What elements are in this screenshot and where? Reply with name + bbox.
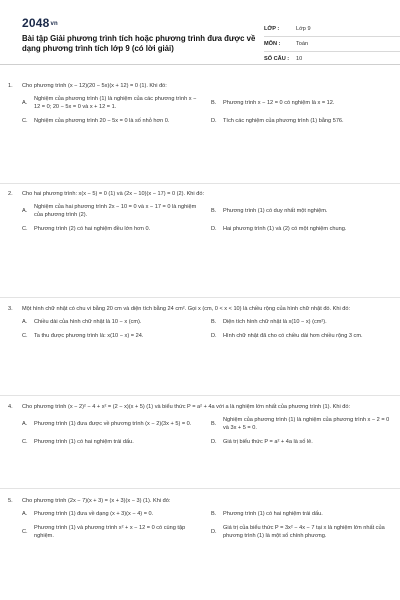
option-text: Hai phương trình (1) và (2) có một nghiệm chung.: [223, 226, 347, 232]
option-letter: C.: [22, 439, 28, 445]
option-text: Phương trình (1) có hai nghiệm trái dấu.: [223, 511, 323, 517]
question-divider: [0, 297, 400, 298]
option-c[interactable]: [22, 524, 203, 540]
option-d[interactable]: [211, 225, 392, 233]
question-5: [8, 497, 392, 540]
meta-value: Toán: [296, 41, 309, 47]
option-c[interactable]: [22, 225, 203, 233]
meta-label: SỐ CÂU :: [264, 56, 290, 62]
option-letter: C.: [22, 226, 28, 232]
meta-row-subject: [264, 37, 400, 52]
option-letter: B.: [211, 421, 217, 427]
question-divider: [0, 488, 400, 489]
question-number: 4.: [8, 404, 13, 410]
option-letter: B.: [211, 511, 217, 517]
option-text: Phương trình x − 12 = 0 có nghiệm là x = 12.: [223, 100, 335, 106]
page-header: [14, 12, 386, 72]
option-letter: B.: [211, 208, 217, 214]
question-4: [8, 403, 392, 446]
site-logo[interactable]: [22, 16, 58, 30]
option-letter: D.: [211, 226, 217, 232]
option-d[interactable]: [211, 332, 392, 340]
meta-box: [264, 22, 400, 66]
question-text: Một hình chữ nhật có chu vi bằng 20 cm và diện tích bằng 24 cm². Gọi x (cm, 0 < x < 10) là chiều rộng của hình chữ nhật đó. Khi đó:: [22, 306, 351, 312]
option-letter: D.: [211, 118, 217, 124]
question-divider: [0, 183, 400, 184]
option-letter: D.: [211, 333, 217, 339]
question-number: 5.: [8, 498, 13, 504]
option-letter: B.: [211, 319, 217, 325]
option-letter: A.: [22, 100, 28, 106]
option-a[interactable]: [22, 203, 203, 219]
page-title: Bài tập Giải phương trình tích hoặc phương trình đưa được về dạng phương trình tích lớp 9 (có lời giải): [22, 34, 256, 53]
option-d[interactable]: [211, 117, 392, 125]
option-text: Phương trình (2) có hai nghiệm đều lớn hơn 0.: [34, 226, 151, 232]
question-number: 3.: [8, 306, 13, 312]
option-text: Phương trình (1) đưa được về phương trình (x − 2)(3x + 5) = 0.: [34, 421, 192, 427]
question-3: [8, 305, 392, 340]
option-text: Nghiệm của phương trình (1) là nghiệm của các phương trình x − 12 = 0; 20 − 5x = 0 và x + 12 = 1.: [34, 96, 197, 110]
option-text: Nghiệm của phương trình (1) là nghiệm của phương trình x − 2 = 0 và 3x + 5 = 0.: [223, 417, 390, 431]
option-text: Phương trình (1) và phương trình x² + x − 12 = 0 có cùng tập nghiệm.: [34, 525, 186, 539]
question-number: 1.: [8, 83, 13, 89]
option-letter: A.: [22, 421, 28, 427]
logo-text: 2048: [22, 16, 50, 30]
logo-suffix: vn: [50, 20, 58, 27]
option-a[interactable]: [22, 510, 203, 518]
option-c[interactable]: [22, 438, 203, 446]
option-letter: D.: [211, 529, 217, 535]
question-1: [8, 82, 392, 125]
option-letter: C.: [22, 333, 28, 339]
option-text: Diện tích hình chữ nhật là x(10 − x) (cm²).: [223, 319, 327, 325]
option-text: Giá trị của biểu thức P = 3x² − 4x − 7 tại x là nghiệm lớn nhất của phương trình (1) là một số chính phương.: [223, 525, 385, 539]
option-a[interactable]: [22, 95, 203, 111]
option-d[interactable]: [211, 524, 392, 540]
option-text: Ta thu được phương trình là: x(10 − x) = 24.: [34, 333, 144, 339]
option-text: Nghiệm của phương trình 20 − 5x = 0 là số nhỏ hơn 0.: [34, 118, 170, 124]
option-text: Phương trình (1) có duy nhất một nghiệm.: [223, 208, 328, 214]
meta-label: MÔN :: [264, 41, 281, 47]
option-letter: B.: [211, 100, 217, 106]
option-text: Nghiệm của hai phương trình 2x − 10 = 0 và x − 17 = 0 là nghiệm của phương trình (2).: [34, 204, 197, 218]
option-letter: C.: [22, 118, 28, 124]
option-b[interactable]: [211, 416, 392, 432]
option-letter: C.: [22, 529, 28, 535]
option-text: Hình chữ nhật đã cho có chiều dài hơn chiều rộng 3 cm.: [223, 333, 363, 339]
option-c[interactable]: [22, 117, 203, 125]
option-text: Chiều dài của hình chữ nhật là 10 − x (cm).: [34, 319, 142, 325]
option-d[interactable]: [211, 438, 392, 446]
question-text: Cho phương trình (x − 2)² − 4 + x² = (2 − x)(x + 5) (1) và biểu thức P = a² + 4a với a là nghiệm lớn nhất của phương trình (1). Khi đó:: [22, 404, 351, 410]
question-2: [8, 190, 392, 233]
option-b[interactable]: [211, 203, 392, 219]
meta-row-class: [264, 22, 400, 37]
option-text: Phương trình (1) đưa về dạng (x + 3)(x − 4) = 0.: [34, 511, 154, 517]
option-text: Giá trị biểu thức P = a² + 4a là số lẻ.: [223, 439, 313, 445]
option-b[interactable]: [211, 318, 392, 326]
meta-value: 10: [296, 56, 303, 62]
meta-label: LỚP :: [264, 26, 280, 32]
option-b[interactable]: [211, 510, 392, 518]
header-divider: [0, 64, 400, 65]
option-a[interactable]: [22, 416, 203, 432]
question-divider: [0, 395, 400, 396]
question-text: Cho hai phương trình: x(x − 5) = 0 (1) và (2x − 10)(x − 17) = 0 (2). Khi đó:: [22, 191, 204, 197]
option-a[interactable]: [22, 318, 203, 326]
question-number: 2.: [8, 191, 13, 197]
question-text: Cho phương trình (2x − 7)(x + 3) = (x + 3)(x − 3) (1). Khi đó:: [22, 498, 171, 504]
option-b[interactable]: [211, 95, 392, 111]
option-letter: D.: [211, 439, 217, 445]
option-letter: A.: [22, 319, 28, 325]
option-letter: A.: [22, 511, 28, 517]
option-c[interactable]: [22, 332, 203, 340]
option-text: Phương trình (1) có hai nghiệm trái dấu.: [34, 439, 134, 445]
option-letter: A.: [22, 208, 28, 214]
option-text: Tích các nghiệm của phương trình (1) bằng 576.: [223, 118, 344, 124]
meta-value: Lớp 9: [296, 26, 311, 32]
question-text: Cho phương trình (x − 12)(20 − 5x)(x + 12) = 0 (1). Khi đó:: [22, 83, 167, 89]
